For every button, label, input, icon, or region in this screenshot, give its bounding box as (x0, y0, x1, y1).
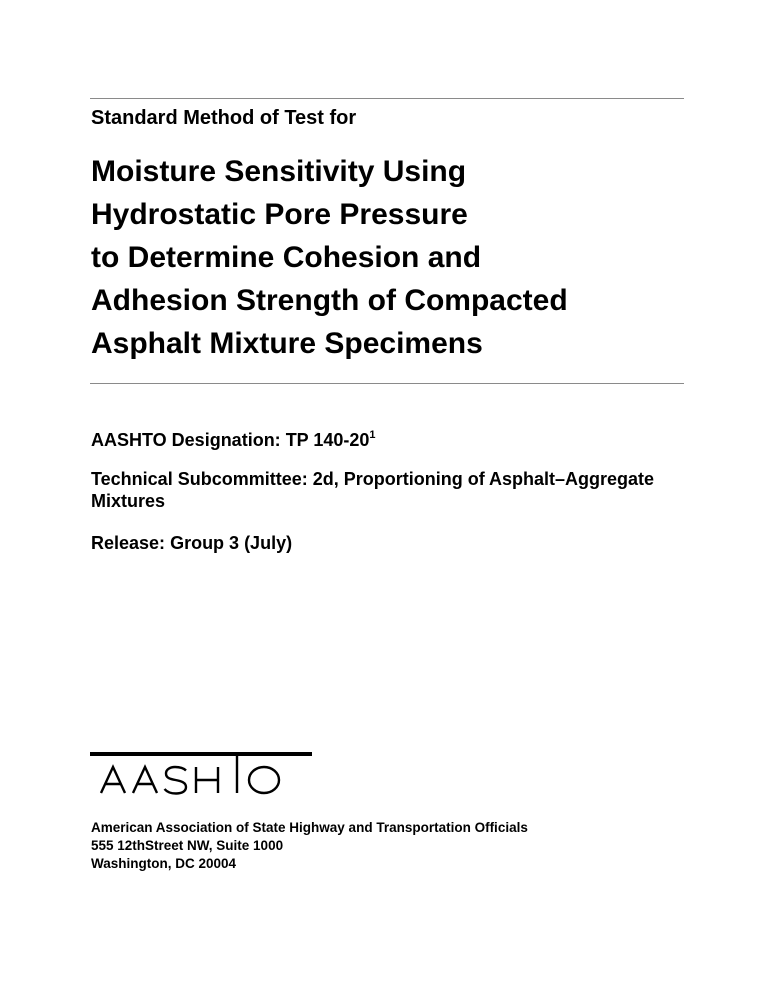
top-divider (90, 98, 684, 99)
title-line: Asphalt Mixture Specimens (91, 327, 483, 360)
organization-name: American Association of State Highway and Transportation Officials (91, 820, 528, 835)
aashto-logo (90, 752, 312, 798)
technical-subcommittee (91, 468, 691, 512)
release-label: Release: (91, 533, 171, 553)
document-kicker: Standard Method of Test for (91, 107, 357, 129)
street-address: 555 12thStreet NW, Suite 1000 (91, 838, 284, 853)
logo-lettering (101, 756, 279, 794)
title-line: Adhesion Strength of Compacted (91, 284, 568, 317)
release-value: Group 3 (July) (170, 533, 293, 553)
title-line: to Determine Cohesion and (91, 241, 482, 274)
release (91, 532, 691, 554)
title-line: Hydrostatic Pore Pressure (91, 198, 468, 231)
designation-value: TP 140-20 (285, 430, 370, 450)
publisher-address (91, 819, 528, 873)
city-address: Washington, DC 20004 (91, 856, 237, 871)
document-title (91, 150, 691, 365)
footnote-marker: 1 (369, 429, 376, 441)
middle-divider (90, 383, 684, 384)
title-line: Moisture Sensitivity Using (91, 155, 467, 188)
subcommittee-label: Technical Subcommittee: (91, 469, 313, 489)
designation-label: AASHTO Designation: (91, 430, 286, 450)
designation (91, 429, 691, 451)
logo-bar (90, 752, 312, 756)
subcommittee-value: 2d, Proportioning of Asphalt–Aggregate Mixtures (91, 469, 655, 511)
